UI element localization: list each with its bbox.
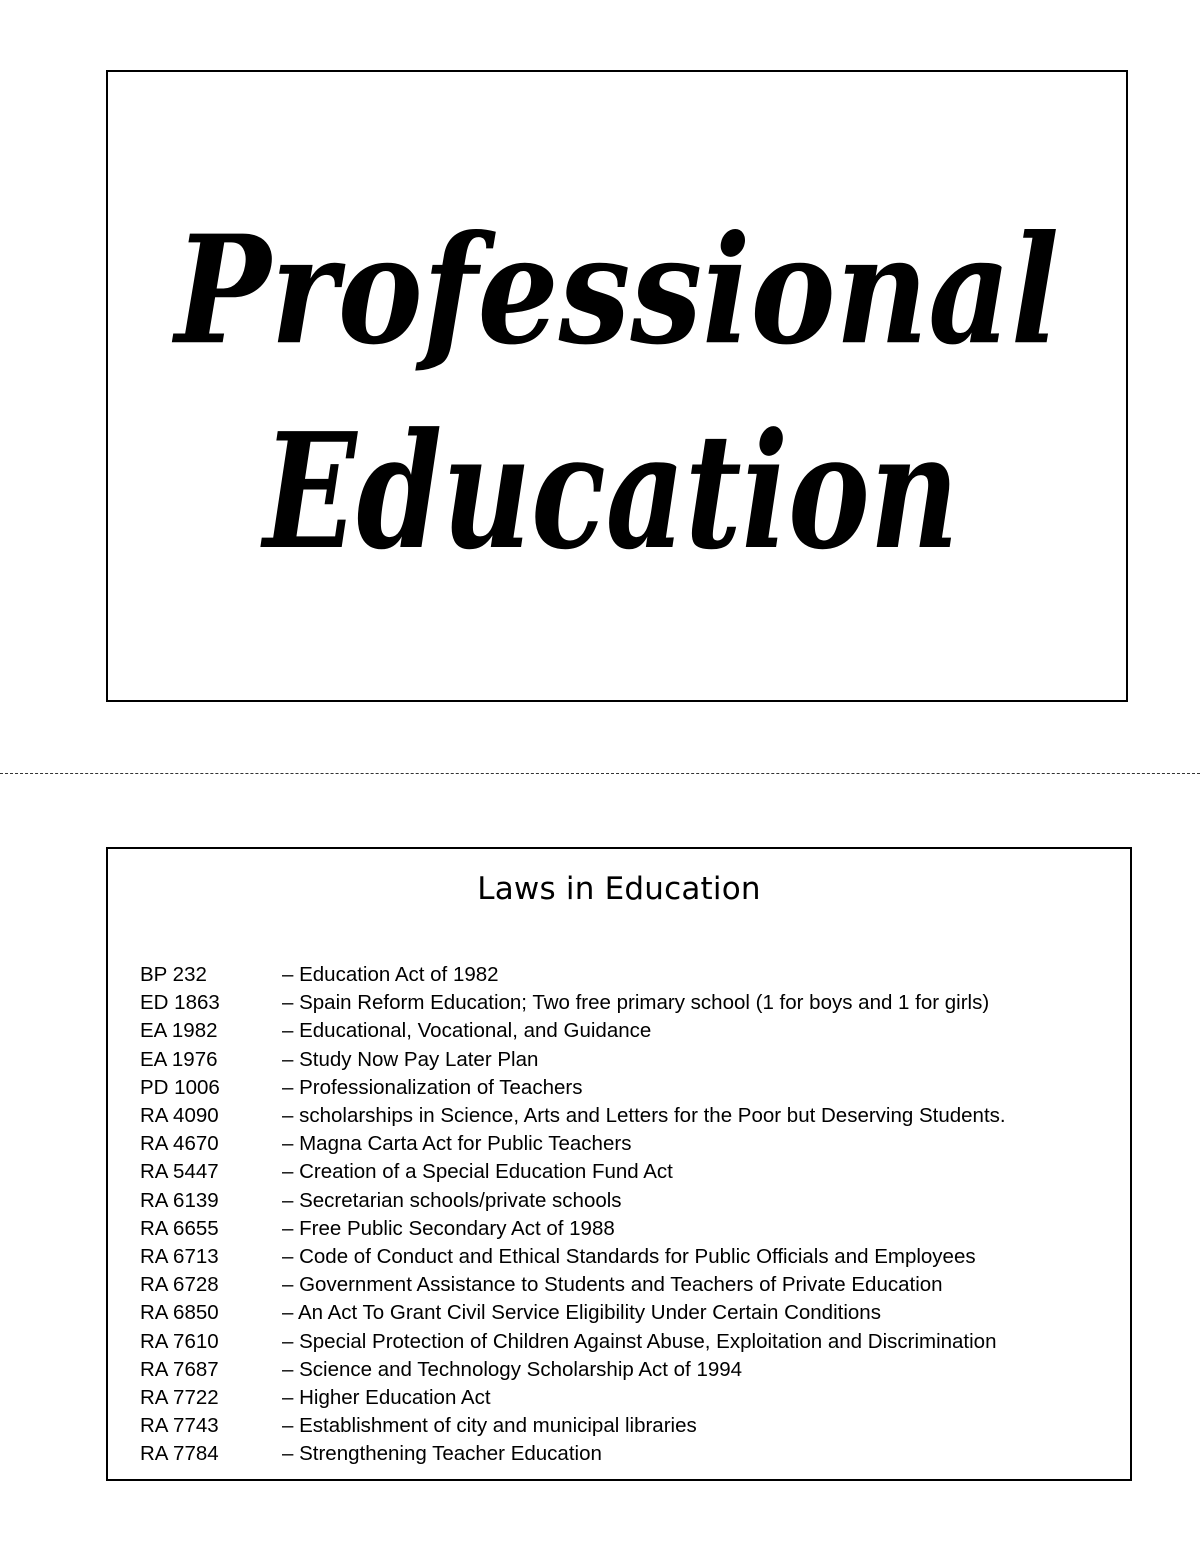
law-description: – Establishment of city and municipal libraries (282, 1414, 697, 1438)
law-item (140, 1046, 1006, 1074)
law-description: – Magna Carta Act for Public Teachers (282, 1132, 632, 1156)
laws-card (106, 847, 1132, 1481)
law-description: – An Act To Grant Civil Service Eligibility Under Certain Conditions (282, 1301, 881, 1325)
law-description: – Educational, Vocational, and Guidance (282, 1019, 652, 1043)
law-code: RA 4090 (140, 1104, 219, 1128)
law-description: – Spain Reform Education; Two free primary school (1 for boys and 1 for girls) (282, 991, 990, 1015)
law-code: PD 1006 (140, 1075, 220, 1099)
law-code: RA 7784 (140, 1442, 219, 1466)
law-code: RA 6850 (140, 1301, 219, 1325)
law-description: – Study Now Pay Later Plan (282, 1047, 539, 1071)
law-description: – Secretarian schools/private schools (282, 1188, 622, 1212)
law-item (140, 1102, 1006, 1130)
cut-line-divider (0, 773, 1200, 774)
law-item (140, 1074, 1006, 1102)
law-description: – Education Act of 1982 (282, 963, 499, 987)
law-code: RA 6655 (140, 1216, 219, 1240)
law-item (140, 1384, 1006, 1412)
law-description: – Code of Conduct and Ethical Standards for Public Officials and Employees (282, 1244, 976, 1268)
law-description: – Free Public Secondary Act of 1988 (282, 1216, 615, 1240)
law-item (140, 1299, 1006, 1327)
cover-title-card (106, 70, 1128, 702)
law-list (140, 961, 1006, 1468)
law-description: – Special Protection of Children Against Abuse, Exploitation and Discrimination (282, 1329, 997, 1353)
cover-title-line-1: Professional (171, 203, 1060, 379)
law-code: RA 5447 (140, 1160, 219, 1184)
law-item (140, 1412, 1006, 1440)
law-code: RA 4670 (140, 1132, 219, 1156)
law-description: – Government Assistance to Students and Teachers of Private Education (282, 1273, 943, 1297)
law-code: RA 7610 (140, 1329, 219, 1353)
cover-title-line-2: Education (260, 398, 959, 585)
law-item (140, 1187, 1006, 1215)
law-item (140, 1017, 1006, 1045)
law-description: – Professionalization of Teachers (282, 1075, 583, 1099)
law-code: RA 7743 (140, 1414, 219, 1438)
law-code: RA 7722 (140, 1385, 219, 1409)
law-item (140, 1271, 1006, 1299)
law-item (140, 1215, 1006, 1243)
law-item (140, 1327, 1006, 1355)
law-description: – scholarships in Science, Arts and Letters for the Poor but Deserving Students. (282, 1104, 1006, 1128)
law-item (140, 1130, 1006, 1158)
law-code: ED 1863 (140, 991, 220, 1015)
law-code: RA 6713 (140, 1244, 219, 1268)
law-code: RA 6728 (140, 1273, 219, 1297)
law-item (140, 1356, 1006, 1384)
law-item (140, 989, 1006, 1017)
law-description: – Higher Education Act (282, 1385, 491, 1409)
law-description: – Creation of a Special Education Fund Act (282, 1160, 673, 1184)
law-item (140, 1158, 1006, 1186)
law-code: RA 6139 (140, 1188, 219, 1212)
law-item (140, 1243, 1006, 1271)
law-code: BP 232 (140, 963, 207, 987)
law-code: RA 7687 (140, 1357, 219, 1381)
law-description: – Strengthening Teacher Education (282, 1442, 602, 1466)
law-item (140, 961, 1006, 989)
cover-title-lettering (108, 72, 1126, 700)
laws-heading: Laws in Education (477, 871, 761, 907)
law-description: – Science and Technology Scholarship Act of 1994 (282, 1357, 743, 1381)
law-item (140, 1440, 1006, 1468)
law-code: EA 1976 (140, 1047, 218, 1071)
law-code: EA 1982 (140, 1019, 218, 1043)
